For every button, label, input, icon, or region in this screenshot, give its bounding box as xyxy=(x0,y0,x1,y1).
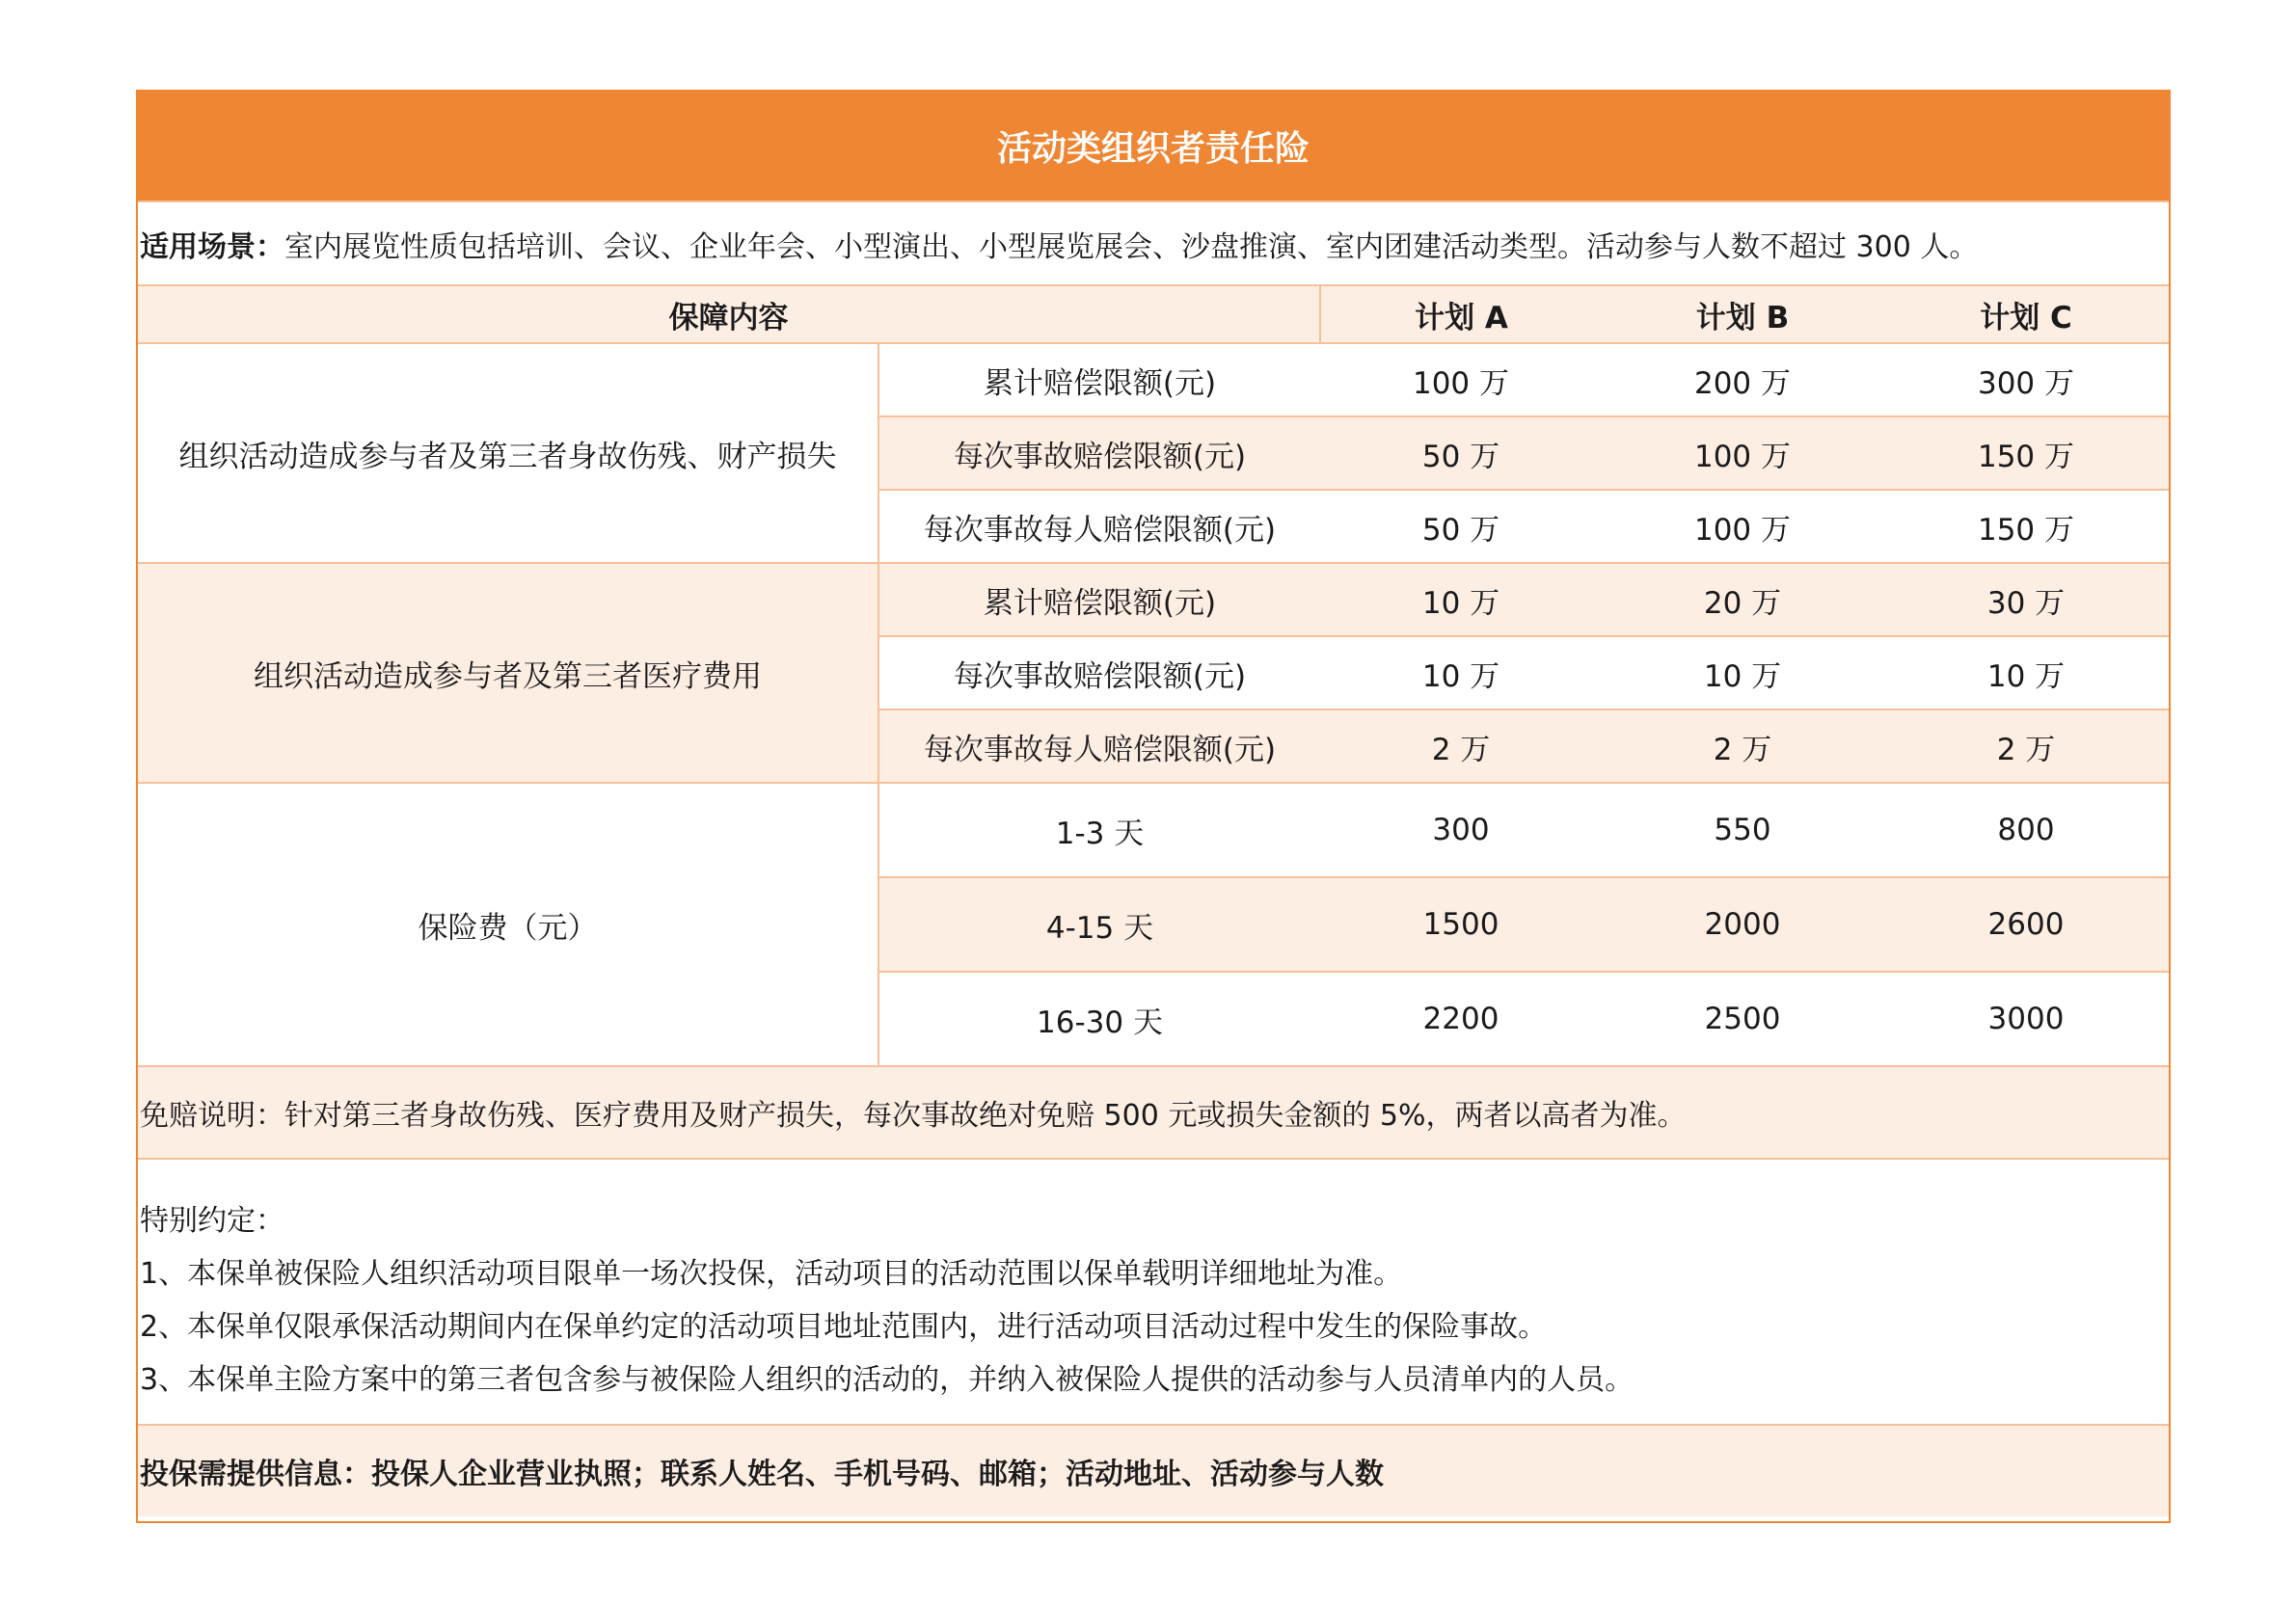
row-plan-a: 10 万 xyxy=(1320,636,1602,710)
row-plan-c: 2600 xyxy=(1883,877,2169,972)
scope-label: 适用场景： xyxy=(140,229,284,264)
row-plan-c: 800 xyxy=(1883,783,2169,877)
row-plan-a: 1500 xyxy=(1320,877,1602,972)
group-name: 保险费（元） xyxy=(138,783,878,1066)
deductible-note: 免赔说明：针对第三者身故伤残、医疗费用及财产损失，每次事故绝对免赔 500 元或损失金额的 5%，两者以高者为准。 xyxy=(138,1067,2169,1160)
row-plan-b: 200 万 xyxy=(1602,343,1883,416)
group-name: 组织活动造成参与者及第三者身故伤残、财产损失 xyxy=(138,343,878,563)
required-info: 投保需提供信息：投保人企业营业执照；联系人姓名、手机号码、邮箱；活动地址、活动参与人数 xyxy=(138,1426,2169,1516)
row-plan-a: 2 万 xyxy=(1320,710,1602,783)
row-item: 1-3 天 xyxy=(878,783,1320,877)
row-item: 16-30 天 xyxy=(878,972,1320,1066)
row-plan-a: 100 万 xyxy=(1320,343,1602,416)
page-title: 活动类组织者责任险 xyxy=(138,92,2169,201)
special-item: 2、本保单仅限承保活动期间内在保单约定的活动项目地址范围内，进行活动项目活动过程中发生的保险事故。 xyxy=(140,1310,1548,1344)
row-item: 每次事故每人赔偿限额(元) xyxy=(878,710,1320,783)
table-row xyxy=(138,343,2169,416)
scope-text: 室内展览性质包括培训、会议、企业年会、小型演出、小型展览展会、沙盘推演、室内团建活动类型。活动参与人数不超过 300 人。 xyxy=(284,229,1979,264)
row-plan-b: 10 万 xyxy=(1602,636,1883,710)
group-name: 组织活动造成参与者及第三者医疗费用 xyxy=(138,563,878,783)
row-plan-a: 50 万 xyxy=(1320,416,1602,490)
row-item: 每次事故赔偿限额(元) xyxy=(878,416,1320,490)
row-item: 4-15 天 xyxy=(878,877,1320,972)
row-plan-a: 300 xyxy=(1320,783,1602,877)
row-plan-a: 50 万 xyxy=(1320,490,1602,563)
insurance-sheet xyxy=(136,90,2171,1523)
row-plan-b: 100 万 xyxy=(1602,416,1883,490)
header-plan-b: 计划 B xyxy=(1602,286,1883,343)
special-item: 1、本保单被保险人组织活动项目限单一场次投保，活动项目的活动范围以保单载明详细地址为准。 xyxy=(140,1257,1403,1291)
scope-row xyxy=(138,201,2169,286)
special-item: 3、本保单主险方案中的第三者包含参与被保险人组织的活动的，并纳入被保险人提供的活动参与人员清单内的人员。 xyxy=(140,1363,1634,1397)
row-plan-c: 150 万 xyxy=(1883,416,2169,490)
header-plan-c: 计划 C xyxy=(1883,286,2169,343)
coverage-table xyxy=(138,286,2169,1067)
row-plan-c: 300 万 xyxy=(1883,343,2169,416)
row-plan-b: 550 xyxy=(1602,783,1883,877)
row-plan-b: 2500 xyxy=(1602,972,1883,1066)
row-plan-b: 100 万 xyxy=(1602,490,1883,563)
row-plan-c: 2 万 xyxy=(1883,710,2169,783)
row-plan-b: 2000 xyxy=(1602,877,1883,972)
row-plan-c: 3000 xyxy=(1883,972,2169,1066)
table-row xyxy=(138,563,2169,636)
row-plan-b: 20 万 xyxy=(1602,563,1883,636)
row-item: 累计赔偿限额(元) xyxy=(878,343,1320,416)
row-item: 每次事故每人赔偿限额(元) xyxy=(878,490,1320,563)
header-coverage: 保障内容 xyxy=(138,286,1320,343)
table-row xyxy=(138,783,2169,877)
row-item: 每次事故赔偿限额(元) xyxy=(878,636,1320,710)
header-plan-a: 计划 A xyxy=(1320,286,1602,343)
row-plan-a: 2200 xyxy=(1320,972,1602,1066)
row-item: 累计赔偿限额(元) xyxy=(878,563,1320,636)
special-terms xyxy=(138,1160,2169,1426)
table-header-row xyxy=(138,286,2169,343)
special-heading: 特别约定： xyxy=(140,1204,284,1238)
row-plan-a: 10 万 xyxy=(1320,563,1602,636)
row-plan-b: 2 万 xyxy=(1602,710,1883,783)
row-plan-c: 10 万 xyxy=(1883,636,2169,710)
row-plan-c: 30 万 xyxy=(1883,563,2169,636)
row-plan-c: 150 万 xyxy=(1883,490,2169,563)
